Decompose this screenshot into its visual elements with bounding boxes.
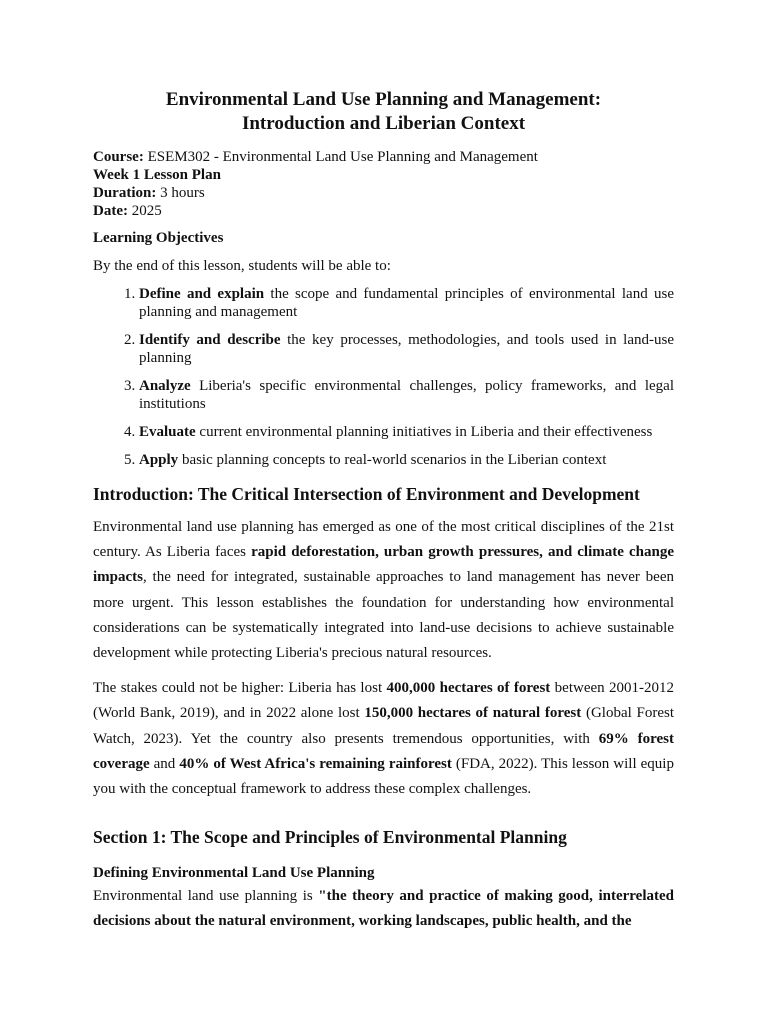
list-item — [139, 451, 674, 469]
introduction-paragraph-1 — [93, 515, 674, 666]
introduction-heading: Introduction: The Critical Intersection of Environment and Development — [93, 484, 640, 504]
list-item — [139, 331, 674, 367]
duration-label: Duration: — [93, 185, 157, 201]
text-run: between 2001-2012 (World Bank, 2019), and in 2022 alone lost — [93, 680, 675, 722]
objective-text: current environmental planning initiatives in Liberia and their effectiveness — [195, 424, 653, 440]
objective-text: basic planning concepts to real-world scenarios in the Liberian context — [178, 452, 607, 468]
date-row — [93, 202, 674, 220]
text-run: The stakes could not be higher: Liberia has lost — [93, 680, 387, 697]
bold-run: 400,000 hectares of forest — [386, 680, 551, 697]
objective-verb: Identify and describe — [139, 332, 281, 348]
bold-run: 69% forest coverage — [93, 730, 674, 772]
bold-run: 40% of West Africa's remaining rainforest — [179, 755, 452, 772]
text-run: and — [149, 755, 180, 772]
document-title — [93, 88, 674, 136]
week-row — [93, 166, 674, 184]
bold-run: rapid deforestation, urban growth pressures, and climate change impacts — [93, 544, 674, 586]
section-1-heading: Section 1: The Scope and Principles of Environmental Planning — [93, 827, 567, 848]
text-run: (FDA, 2022). This lesson will equip you with the conceptual framework to address these complex challenges. — [93, 755, 674, 798]
objective-text: Liberia's specific environmental challenges, policy frameworks, and legal institutions — [139, 378, 674, 412]
list-item — [139, 377, 674, 413]
lesson-meta — [93, 148, 674, 220]
objective-verb: Evaluate — [139, 424, 196, 440]
course-label: Course: — [93, 149, 144, 165]
text-run: Environmental land use planning is — [93, 888, 319, 905]
definition-paragraph — [93, 884, 674, 934]
title-line-1: Environmental Land Use Planning and Management: — [165, 89, 602, 110]
objective-verb: Define and explain — [139, 286, 265, 302]
objective-verb: Apply — [139, 452, 179, 468]
week-label: Week 1 Lesson Plan — [93, 167, 221, 183]
objective-text: the scope and fundamental principles of environmental land use planning and management — [139, 286, 674, 320]
list-item — [139, 423, 674, 441]
course-value: ESEM302 - Environmental Land Use Planning and Management — [143, 149, 538, 165]
objective-verb: Analyze — [139, 378, 191, 394]
date-value: 2025 — [127, 203, 162, 219]
date-label: Date: — [93, 203, 128, 219]
bold-run: 150,000 hectares of natural forest — [364, 705, 582, 722]
document-page — [93, 88, 674, 935]
text-run: Environmental land use planning has emerged as one of the most critical disciplines of the 21st century. As Liberia faces — [93, 519, 674, 561]
text-run: , the need for integrated, sustainable approaches to land management has never been more urgent. This lesson establishes the foundation for understanding how environmental considerations can be systematically integrated into land-use decisions to achieve sustainable development while protecting Liberia's precious natural resources. — [93, 569, 674, 662]
learning-objectives-heading: Learning Objectives — [93, 230, 224, 246]
duration-row — [93, 184, 674, 202]
text-run: (Global Forest Watch, 2023). Yet the country also presents tremendous opportunities, with — [93, 705, 674, 747]
section-1-subheading: Defining Environmental Land Use Planning — [93, 865, 375, 882]
introduction-paragraph-2 — [93, 676, 674, 802]
bold-run: "the theory and practice of making good, interrelated decisions about the natural environment, working landscapes, public health, and the — [93, 888, 674, 930]
list-item — [139, 285, 674, 321]
title-line-2: Introduction and Liberian Context — [241, 113, 526, 134]
objectives-intro: By the end of this lesson, students will be able to: — [93, 258, 391, 274]
objectives-list — [93, 285, 674, 469]
duration-value: 3 hours — [156, 185, 205, 201]
objective-text: the key processes, methodologies, and tools used in land-use planning — [139, 332, 674, 366]
course-row — [93, 148, 674, 166]
